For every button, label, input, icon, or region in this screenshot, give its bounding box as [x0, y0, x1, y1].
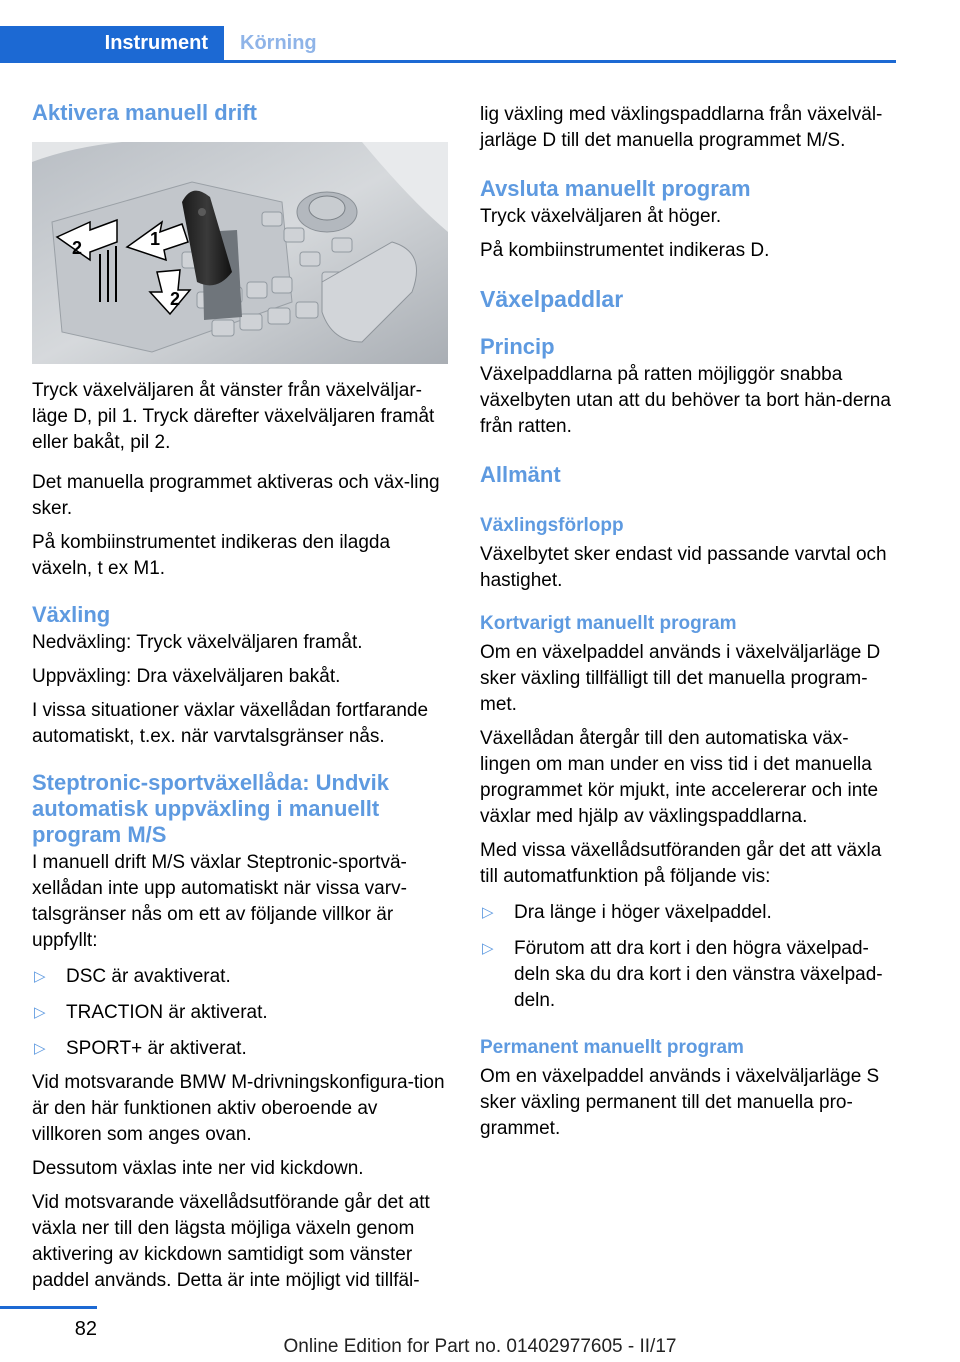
paragraph: Växelbytet sker endast vid passande varvtal och hastighet.	[480, 544, 887, 591]
right-column	[480, 102, 896, 1142]
triangle-bullet-icon: ▷	[34, 1040, 46, 1057]
edition-note: Online Edition for Part no. 01402977605 - II/17	[283, 1336, 677, 1357]
triangle-bullet-icon: ▷	[34, 968, 46, 985]
heading-vaxling: Växling	[32, 602, 111, 627]
paragraph: I manuell drift M/S växlar Steptronic-sportvä‐xellådan inte upp automatiskt när vissa varv‐talsgränser nås om ett av följande villkor är uppfyllt:	[32, 852, 407, 951]
header-rule	[0, 60, 896, 63]
gear-selector-illustration	[32, 142, 448, 364]
paragraph: Om en växelpaddel används i växelväljarläge S sker växling permanent till det manuella pro‐grammet.	[480, 1066, 880, 1139]
triangle-bullet-icon: ▷	[34, 1004, 46, 1021]
paragraph: Växellådan återgår till den automatiska väx‐lingen om man under en viss tid i det manuella programmet kör mjukt, inte accelererar och inte växlar med hjälp av växlingspaddlarna.	[480, 728, 879, 827]
paragraph: Med vissa växellådsutföranden går det att växla till automatfunktion på följande vis:	[480, 840, 882, 887]
heading-aktivera-manuell-drift: Aktivera manuell drift	[32, 100, 257, 125]
paragraph: Växelpaddlarna på ratten möjliggör snabba växelbyten utan att du behöver ta bort hän‐derna från ratten.	[480, 364, 891, 437]
list-item: ▷ SPORT+ är aktiverat.	[32, 1036, 448, 1062]
list-item: ▷ DSC är avaktiverat.	[32, 964, 448, 990]
heading-allmant: Allmänt	[480, 462, 561, 487]
footer-rule	[0, 1306, 97, 1309]
arrow-label-2-down: 2	[170, 289, 181, 309]
arrow-label-1: 1	[150, 229, 161, 249]
paragraph: Vid motsvarande BMW M-drivningskonfigura‐tion är den här funktionen aktiv oberoende av villkoren som anges ovan.	[32, 1072, 445, 1145]
list-item: ▷ TRACTION är aktiverat.	[32, 1000, 448, 1026]
paragraph: Om en växelpaddel används i växelväljarläge D sker växling tillfälligt till det manuella program‐met.	[480, 642, 881, 715]
paragraph: På kombiinstrumentet indikeras D.	[480, 240, 770, 261]
tab-korning[interactable]: Körning	[240, 32, 317, 54]
paragraph: Tryck växelväljaren åt vänster från växelväljar‐läge D, pil 1. Tryck därefter växelväljaren framåt eller bakåt, pil 2.	[32, 380, 435, 453]
gear-selector-svg	[32, 142, 448, 364]
heading-vaxelpaddlar: Växelpaddlar	[480, 286, 624, 312]
heading-avsluta-manuellt-program: Avsluta manuellt program	[480, 176, 751, 201]
top-tab-bar	[0, 0, 960, 64]
bullet-list-automatic	[480, 900, 896, 1014]
left-column	[32, 100, 448, 1294]
paragraph: Tryck växelväljaren åt höger.	[480, 206, 722, 227]
paragraph: Det manuella programmet aktiveras och väx‐ling sker.	[32, 472, 440, 519]
triangle-bullet-icon: ▷	[482, 904, 494, 921]
heading-princip: Princip	[480, 334, 555, 359]
paragraph: Dessutom växlas inte ner vid kickdown.	[32, 1158, 364, 1179]
triangle-bullet-icon: ▷	[482, 940, 494, 957]
paragraph: Nedväxling: Tryck växelväljaren framåt.	[32, 632, 363, 653]
arrow-label-2-left: 2	[72, 238, 83, 258]
page-number: 82	[74, 1318, 97, 1340]
heading-vaxlingsforlopp: Växlingsförlopp	[480, 515, 624, 536]
paragraph: lig växling med växlingspaddlarna från växelväl‐jarläge D till det manuella programmet M/S.	[480, 104, 883, 151]
heading-kortvarigt-manuellt-program: Kortvarigt manuellt program	[480, 613, 737, 634]
paragraph: På kombiinstrumentet indikeras den ilagda växeln, t ex M1.	[32, 532, 391, 579]
list-item: ▷ Dra länge i höger växelpaddel.	[480, 900, 896, 926]
heading-steptronic: Steptronic-sportväxellåda: Undvik automatisk uppväxling i manuellt program M/S	[32, 770, 389, 847]
list-item: ▷ Förutom att dra kort i den högra växelpad‐deln ska du dra kort i den vänstra växelpad‐deln.	[482, 938, 883, 1011]
paragraph: I vissa situationer växlar växellådan fortfarande automatiskt, t.ex. när varvtalsgränser nås.	[32, 700, 429, 747]
tab-instrument[interactable]: Instrument	[0, 26, 224, 60]
paragraph: Vid motsvarande växellådsutförande går det att växla ner till den lägsta möjliga växeln genom aktivering av kickdown samtidigt som vänster paddel används. Detta är inte möjligt vid tillfäl‐	[32, 1192, 430, 1291]
bullet-list-conditions	[32, 964, 448, 1062]
paragraph: Uppväxling: Dra växelväljaren bakåt.	[32, 666, 341, 687]
heading-permanent-manuellt-program: Permanent manuellt program	[480, 1037, 744, 1058]
